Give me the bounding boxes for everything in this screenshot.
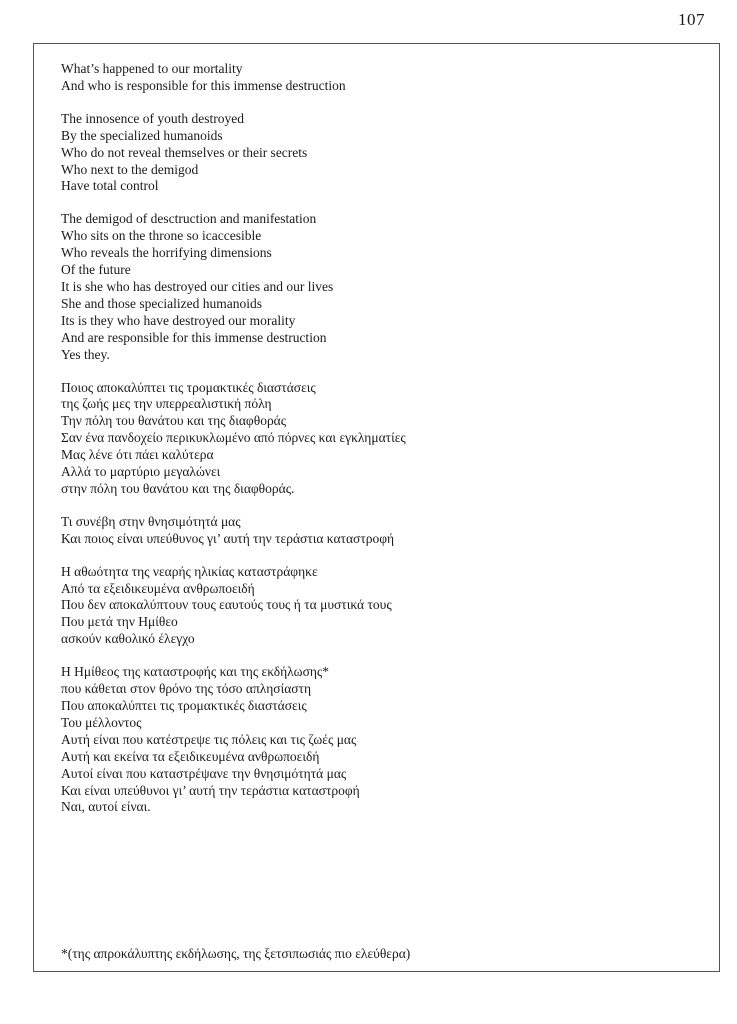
poem-line: Του μέλλοντος <box>61 714 142 730</box>
stanza <box>61 111 681 196</box>
stanza <box>61 380 681 498</box>
poem-line: Of the future <box>61 262 131 278</box>
poem-line: She and those specialized humanoids <box>61 295 262 311</box>
poem-line: Που δεν αποκαλύπτουν τους εαυτούς τους ή τα μυστικά τους <box>61 597 392 613</box>
stanza <box>61 61 681 95</box>
stanza <box>61 664 681 816</box>
poem-line: Αυτή είναι που κατέστρεψε τις πόλεις και τις ζωές μας <box>61 731 357 747</box>
poem-line: And are responsible for this immense destruction <box>61 329 327 345</box>
poem-line: Που μετά την Ημίθεο <box>61 614 178 630</box>
poem-line: Who reveals the horrifying dimensions <box>61 245 272 261</box>
poem-line: The demigod of desctruction and manifestation <box>61 211 317 227</box>
poem-line: της ζωής μες την υπερρεαλιστική πόλη <box>61 396 272 412</box>
poem-line: Its is they who have destroyed our morality <box>61 312 296 328</box>
poem-line: Ναι, αυτοί είναι. <box>61 799 151 815</box>
stanza <box>61 564 681 649</box>
poem-line: Η αθωότητα της νεαρής ηλικίας καταστράφηκε <box>61 563 318 579</box>
stanza <box>61 514 681 548</box>
poem-line: Από τα εξειδικευμένα ανθρωποειδή <box>61 580 255 596</box>
poem-line: Και είναι υπεύθυνοι γι’ αυτή την τεράστια καταστροφή <box>61 782 360 798</box>
poem-line: Have total control <box>61 178 159 194</box>
poem-line: στην πόλη του θανάτου και της διαφθοράς. <box>61 480 295 496</box>
poem-line: Και ποιος είναι υπεύθυνος γι’ αυτή την τεράστια καταστροφή <box>61 530 395 546</box>
poem-line: Αυτοί είναι που καταστρέψανε την θνησιμότητά μας <box>61 765 347 781</box>
page-number: 107 <box>678 10 705 29</box>
poem-line: που κάθεται στον θρόνο της τόσο απλησίαστη <box>61 681 312 697</box>
poem-line: Μας λένε ότι πάει καλύτερα <box>61 447 214 463</box>
poem-line: ασκούν καθολικό έλεγχο <box>61 631 195 647</box>
poem-line: Yes they. <box>61 346 110 362</box>
poem-line: Αυτή και εκείνα τα εξειδικευμένα ανθρωποειδή <box>61 748 320 764</box>
poem-line: By the specialized humanoids <box>61 127 223 143</box>
poem-line: Που αποκαλύπτει τις τρομακτικές διαστάσεις <box>61 698 307 713</box>
poem-line: Αλλά το μαρτύριο μεγαλώνει <box>61 464 221 480</box>
footnote: *(της απροκάλυπτης εκδήλωσης, της ξετσιπωσιάς πιο ελεύθερα) <box>61 946 411 961</box>
stanza <box>61 211 681 363</box>
poem-line: And who is responsible for this immense destruction <box>61 77 346 93</box>
poem-line: What’s happened to our mortality <box>61 61 243 76</box>
poem-line: Τι συνέβη στην θνησιμότητά μας <box>61 513 241 529</box>
poem-line: Ποιος αποκαλύπτει τις τρομακτικές διαστάσεις <box>61 379 316 395</box>
poem-line: Who next to the demigod <box>61 161 199 177</box>
poem-line: Σαν ένα πανδοχείο περικυκλωμένο από πόρνες και εγκληματίες <box>61 430 406 446</box>
poem-line: It is she who has destroyed our cities and our lives <box>61 278 334 294</box>
poem-line: Την πόλη του θανάτου και της διαφθοράς <box>61 413 287 429</box>
poem-line: Who do not reveal themselves or their secrets <box>61 144 308 160</box>
poem-line: The innosence of youth destroyed <box>61 110 244 126</box>
poem-line: Who sits on the throne so icaccesible <box>61 228 262 244</box>
poem-body <box>61 61 681 816</box>
poem-line: Η Ημίθεος της καταστροφής και της εκδήλωσης* <box>61 664 330 680</box>
